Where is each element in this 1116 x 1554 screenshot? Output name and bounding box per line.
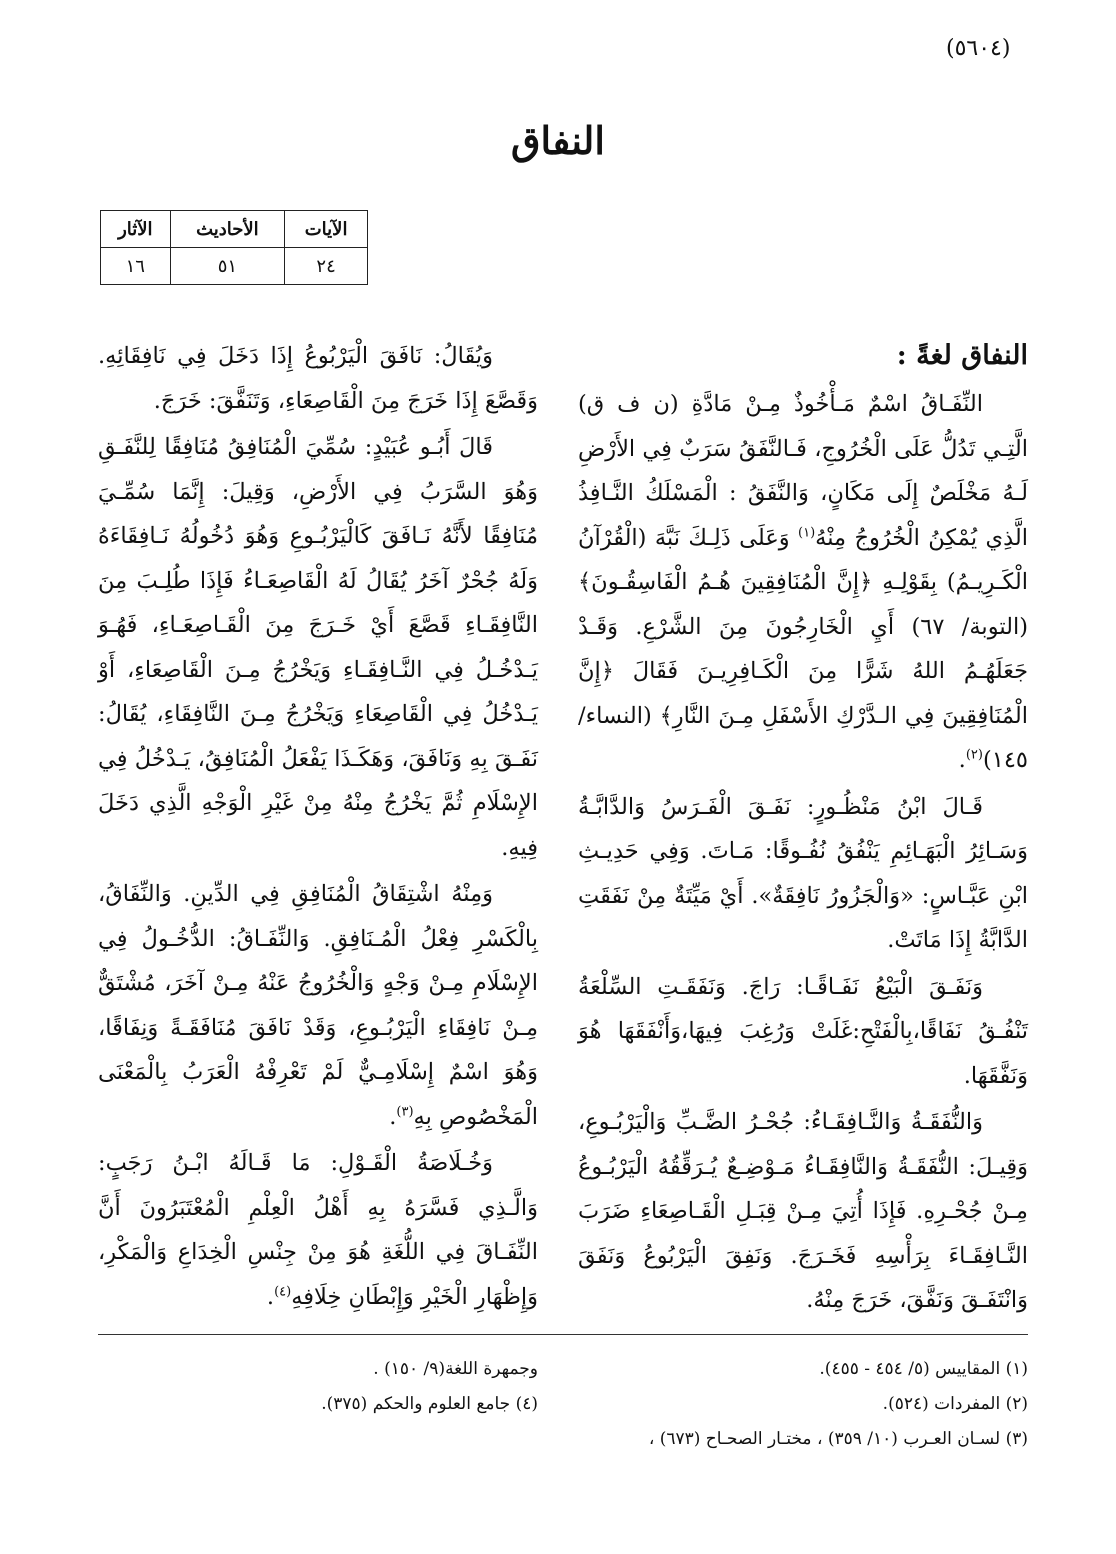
paragraph: وَنَفَـقَ الْبَيْعُ نَفَـاقًـا: رَاجَ. وَنَفَقَـتِ السِّلْعَةُ تَنْفُـقُ نَفَاقًا،بِالْفَتْحِ:غَلَتْ وَرُغِبَ فِيهَا،وَأَنْفَقَهَا هُوَ وَنَفَّقَهَا.: [578, 973, 1028, 1089]
stats-table: [100, 210, 368, 285]
footnote-2: (٢) المفردات (٥٢٤).: [882, 1394, 1028, 1414]
footnote-3-continued: وجمهرة اللغة(٩/ ١٥٠) .: [373, 1359, 538, 1379]
footnote-ref[interactable]: (٢): [965, 747, 983, 763]
page-number: (٥٦٠٤): [946, 36, 1011, 61]
paragraph: قَـالَ ابْنُ مَنْظُـورٍ: نَفَـقَ الْفَـرَسُ وَالدَّابَّـةُ وَسَـائِرُ الْبَهَـائِمِ يَنْفُقُ نُفُـوقًا: مَـاتَ. وَفِي حَدِيـثِ ابْنِ عَبَّـاسٍ: «وَالْجَزُورُ نَافِقَةٌ». أَيْ مَيِّتَةٌ مِنْ نَفَقَتِ الدَّابَّةُ إِذَا مَاتَتْ.: [578, 793, 1028, 953]
paragraph: [578, 382, 1028, 783]
footnote-3: (٣) لسـان العـرب (١٠/ ٣٥٩) ، مختـار الصحـاح (٦٧٣) ،: [648, 1429, 1028, 1449]
footnotes-right: [578, 1352, 1028, 1457]
text-run: .: [389, 1103, 397, 1130]
footnote-ref[interactable]: (٤): [274, 1284, 292, 1299]
header-hadiths: الأحاديث: [170, 211, 285, 248]
text-run: وَمِنْهُ اشْتِقَاقُ الْمُنَافِقِ فِي الدِّينِ. وَالنِّفَاقُ، بِالْكَسْرِ فِعْلُ الْمُـنَافِقِ. وَالنِّفَـاقُ: الدُّخُـولُ فِي الإِسْلَامِ مِـنْ وَجْهٍ وَالْخُرُوجُ عَنْهُ مِـنْ آخَرَ، مُشْتَقٌّ مِـنْ نَافِقَاءِ الْيَرْبُـوعِ، وَقَدْ نَافَقَ مُنَافَقَـةً وَنِفَاقًا، وَهُوَ اسْمٌ إِسْلَامِـيٌّ لَمْ تَعْرِفْهُ الْعَرَبُ بِالْمَعْنَى الْمَخْصُوصِ بِهِ: [98, 881, 538, 1130]
paragraph: وَالنُّفَقَـةُ وَالنَّـافِقَـاءُ: جُحْـرُ الضَّـبِّ وَالْيَرْبُـوعِ، وَقِيـلَ: النُّفَقَـةُ وَالنَّافِقَـاءُ مَـوْضِـعٌ يُـرَقِّقُهُ الْيَرْبُـوعُ مِـنْ جُحْـرِهِ. فَإِذَا أُتِيَ مِـنْ قِبَـلِ الْقَـاصِعَاءِ ضَرَبَ النَّـافِقَـاءَ بِرَأْسِهِ فَخَـرَجَ. وَنَفِقَ الْيَرْبُوعُ وَنَفَقَ وَانْتَفَـقَ وَنَفَّقَ، خَرَجَ مِنْهُ.: [578, 1109, 1028, 1313]
paragraph: [98, 872, 538, 1139]
header-verses: الآيات: [285, 211, 368, 248]
text-run: النِّفَـاقُ اسْمٌ مَـأْخُوذٌ مِـنْ مَادَّةِ (ن ف ق) الَّتِـي تَدُلُّ عَلَى الْخُرُوجِ، فَـالنَّفَقُ سَرَبٌ فِي الأَرْضِ لَـهُ مَخْلَصٌ إِلَى مَكَانٍ، وَالنَّفَقُ : الْمَسْلَكُ النَّـافِذُ الَّذِي يُمْكِنُ الْخُرُوجُ مِنْهُ: [578, 391, 1028, 551]
text-run: وَخُـلَاصَةُ الْقَـوْلِ: مَا قَـالَهُ ابْـنُ رَجَبٍ: وَالَّـذِي فَسَّرَهُ بِهِ أَهْلُ الْعِلْمِ الْمُعْتَبَرُونَ أَنَّ النِّفَـاقَ فِي اللُّغَةِ هُوَ مِنْ جِنْسِ الْخِدَاعِ وَالْمَكْرِ، وَإِظْهَارِ الْخَيْرِ وَإِبْطَانِ خِلَافِهِ: [98, 1150, 538, 1310]
value-verses: ٢٤: [285, 248, 368, 285]
page-title: النفاق: [511, 118, 605, 163]
paragraph: وَيُقَالُ: نَافَقَ الْيَرْبُوعُ إِذَا دَخَلَ فِي نَافِقَائِهِ. وَقَصَّعَ إِذَا خَرَجَ مِنَ الْقَاصِعَاءِ، وَتَنَفَّقَ: خَرَجَ.: [98, 343, 538, 414]
text-run: .: [958, 747, 966, 773]
footnote-ref[interactable]: (٣): [396, 1104, 414, 1119]
text-run: .: [266, 1283, 275, 1310]
section-heading: النفاق لغةً :: [896, 340, 1028, 371]
paragraph: قَالَ أَبُـو عُبَيْدٍ: سُمِّيَ الْمُنَافِقُ مُنَافِقًا لِلنَّفَـقِ وَهُوَ السَّرَبُ فِي الأَرْضِ، وَقِيلَ: إِنَّمَا سُمِّـيَ مُنَافِقًا لأَنَّهُ نَـافَقَ كَالْيَرْبُـوعِ وَهُوَ دُخُولُهُ نَـافِقَاءَهُ وَلَهُ جُحْرٌ آخَرُ يُقَالُ لَهُ الْقَاصِعَـاءُ فَإِذَا طُلِـبَ مِنَ النَّافِقَـاءِ قَصَّعَ أَيْ خَـرَجَ مِنَ الْقَـاصِعَـاءِ، فَهُـوَ يَـدْخُـلُ فِي النَّـافِقَـاءِ وَيَخْرُجُ مِـنَ الْقَاصِعَاءِ، أَوْ يَـدْخُلُ فِي الْقَاصِعَاءِ وَيَخْرُجُ مِـنَ النَّافِقَاءِ، يُقَالُ: نَفَـقَ بِهِ وَنَافَقَ، وَهَكَـذَا يَفْعَلُ الْمُنَافِقُ، يَـدْخُلُ فِي الإِسْلَامِ ثُمَّ يَخْرُجُ مِنْهُ مِنْ غَيْرِ الْوَجْهِ الَّذِي دَخَلَ فِيهِ.: [98, 434, 538, 861]
footnote-divider: [98, 1334, 1028, 1335]
header-athar: الآثار: [101, 211, 171, 248]
paragraph: [98, 1141, 538, 1319]
footnote-4: (٤) جامع العلوم والحكم (٣٧٥).: [321, 1394, 538, 1414]
footnotes-left: [98, 1352, 538, 1422]
left-column: [98, 334, 538, 1319]
text-run: وَعَلَى ذَلِـكَ نَبَّهَ (الْقُرْآنُ الْكَـرِيـمُ) بِقَوْلِـهِ ﴿إِنَّ الْمُنَافِقِينَ هُـمُ الْفَاسِقُـونَ﴾ (التوبة/ ٦٧) أَيِ الْخَارِجُونَ مِنَ الشَّرْعِ. وَقَـدْ جَعَلَهُـمُ اللهُ شَرًّا مِنَ الْكَـافِرِيـنَ فَقَالَ ﴿إِنَّ الْمُنَافِقِينَ فِي الـدَّرْكِ الأَسْفَلِ مِـنَ النَّارِ﴾ (النساء/ ١٤٥): [578, 524, 1028, 773]
value-hadiths: ٥١: [170, 248, 285, 285]
footnote-1: (١) المقاييس (٥/ ٤٥٤ - ٤٥٥).: [819, 1359, 1028, 1379]
right-column: [578, 334, 1028, 1323]
stats-header-row: [101, 211, 368, 248]
stats-values-row: [101, 248, 368, 285]
value-athar: ١٦: [101, 248, 171, 285]
footnote-ref[interactable]: (١): [798, 525, 816, 540]
